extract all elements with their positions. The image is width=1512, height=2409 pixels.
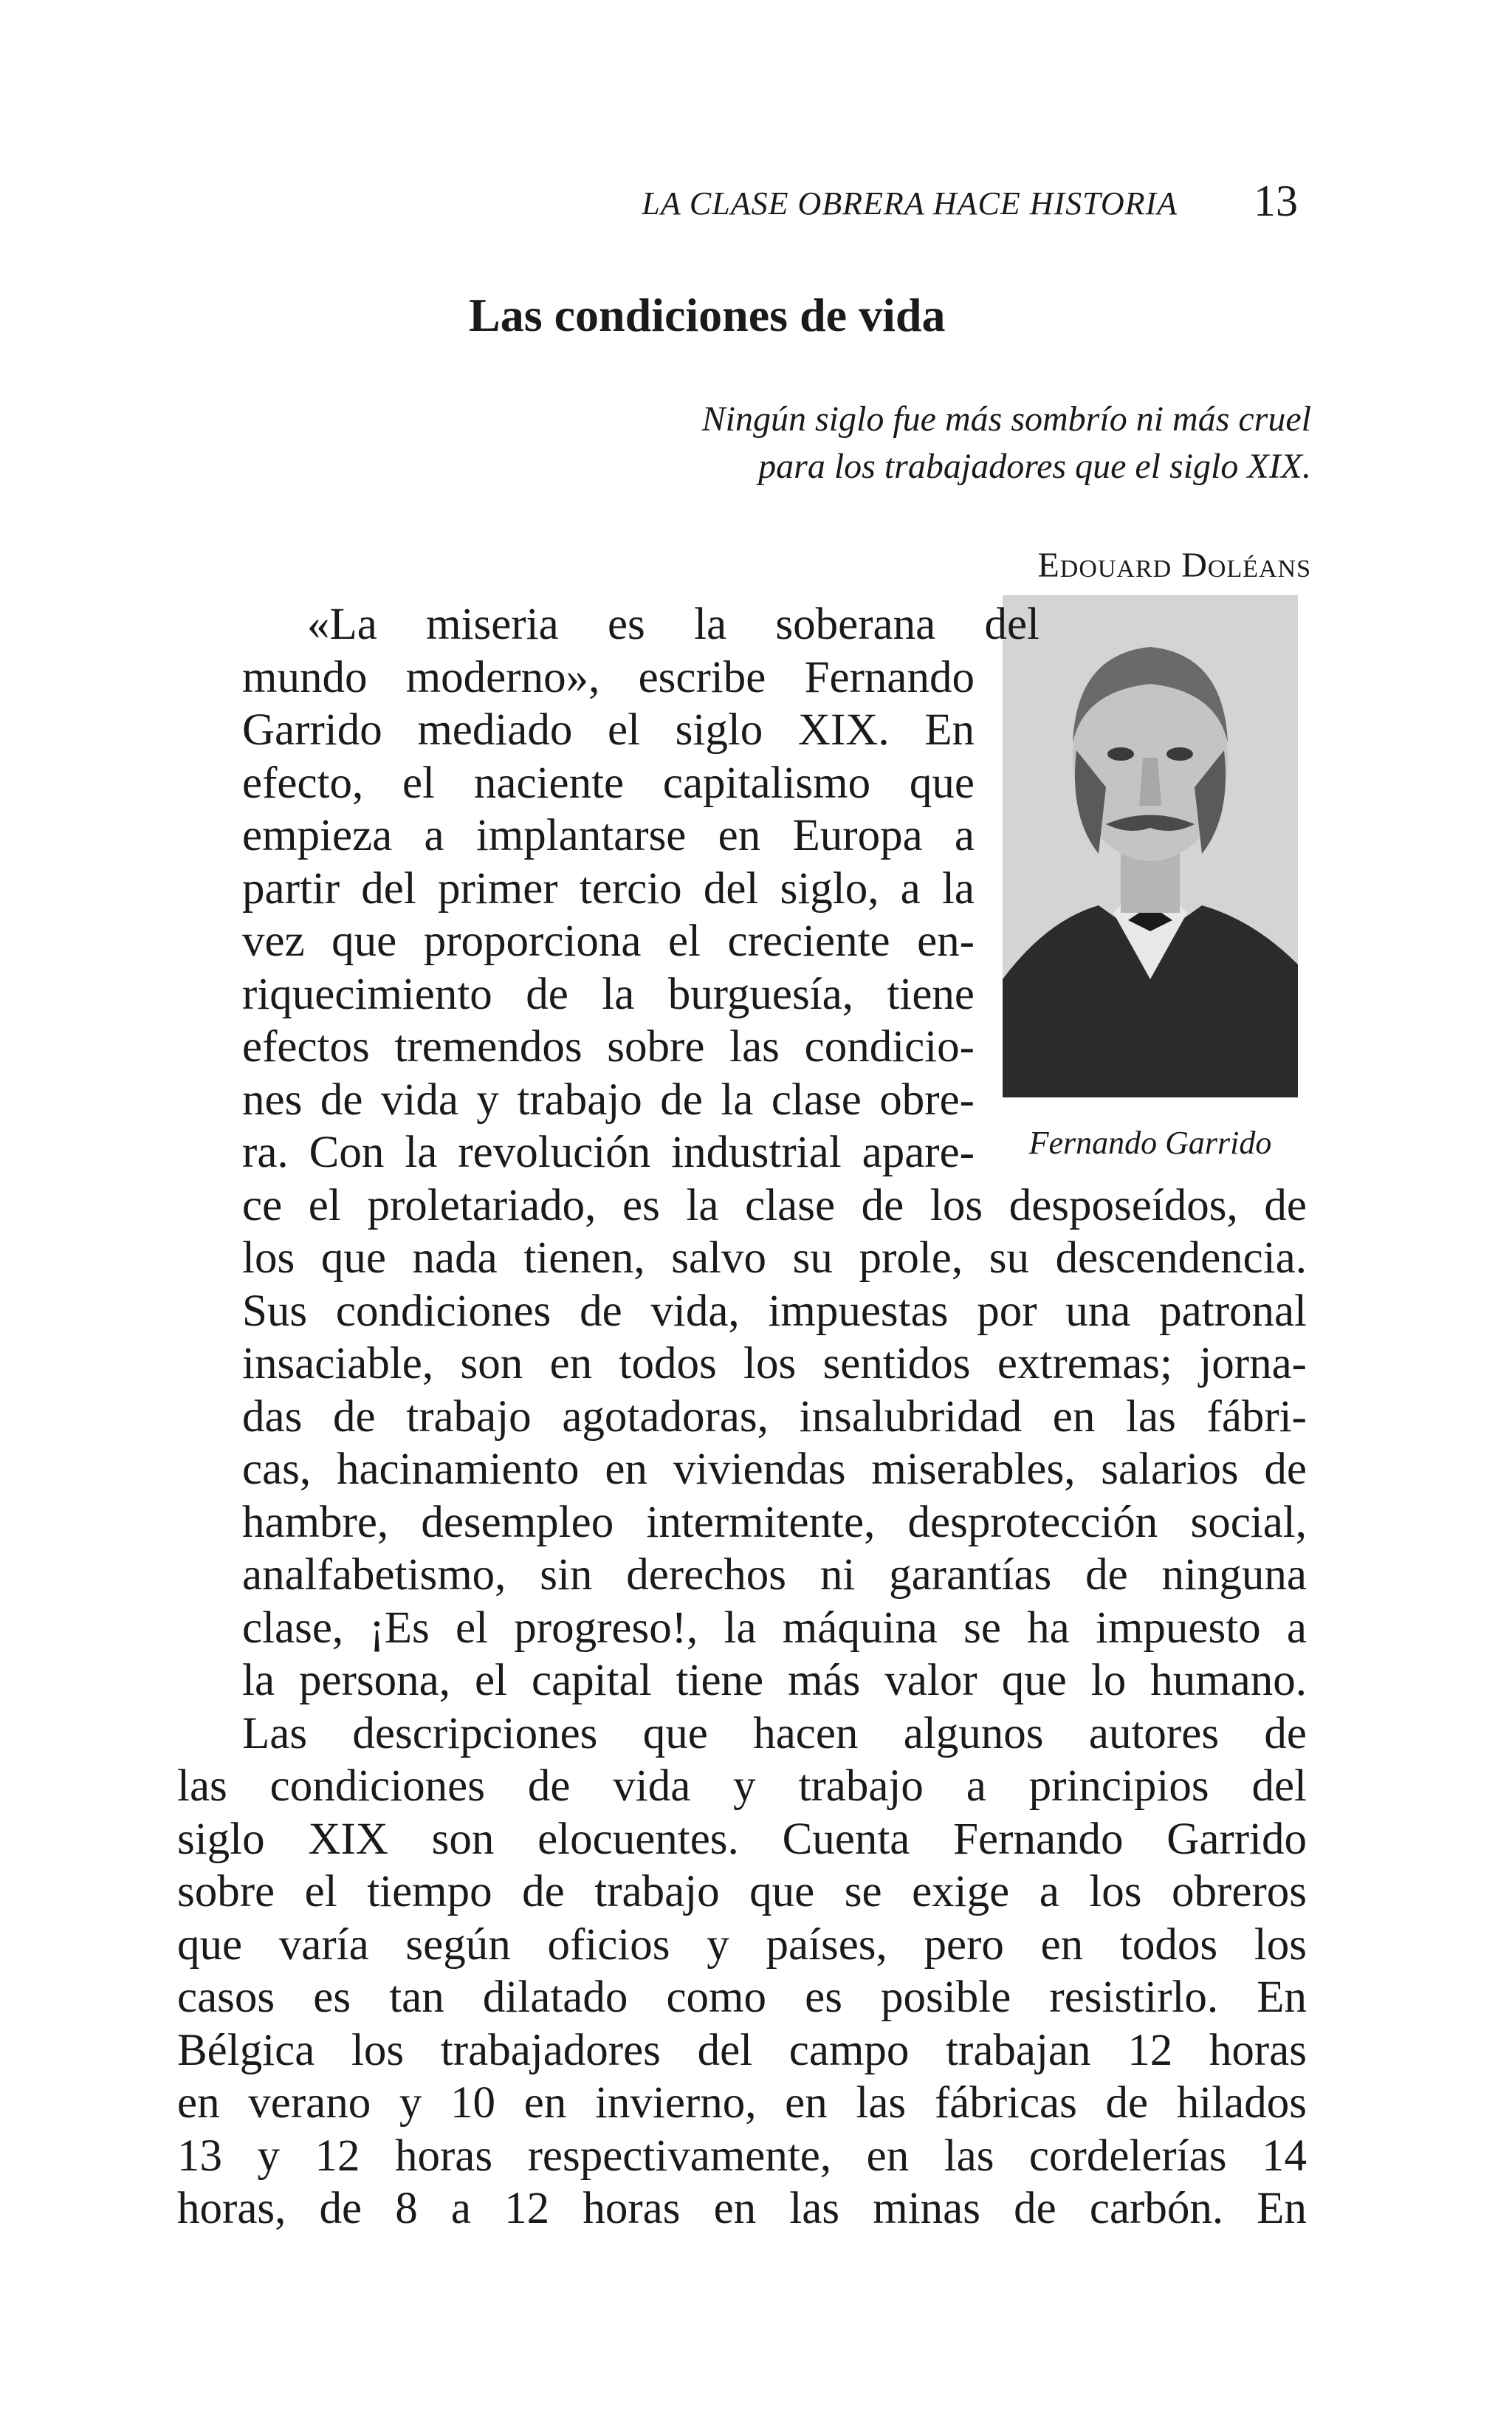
- paragraph: [177, 598, 1307, 1707]
- epigraph-line: Ningún siglo fue más sombrío ni más cruel: [701, 400, 1311, 439]
- text-line: partir del primer tercio del siglo, a la: [242, 863, 975, 914]
- text-line: Garrido mediado el siglo XIX. En: [242, 705, 975, 755]
- portrait-caption: Fernando Garrido: [1028, 1125, 1272, 1161]
- text-line: mundo moderno», escribe Fernando: [242, 652, 975, 702]
- text-line: la persona, el capital tiene más valor que lo humano.: [242, 1656, 1307, 1705]
- text-line: clase, ¡Es el progreso!, la máquina se ha impuesto a: [242, 1603, 1307, 1653]
- text-line: das de trabajo agotadoras, insalubridad en las fábri-: [242, 1391, 1307, 1442]
- text-line: sobre el tiempo de trabajo que se exige a los obreros: [177, 1867, 1307, 1916]
- text-line: efecto, el naciente capitalismo que: [242, 758, 975, 808]
- text-line: que varía según oficios y países, pero en todos los: [177, 1919, 1307, 1970]
- page-number: 13: [1254, 177, 1298, 225]
- text-line: Sus condiciones de vida, impuestas por una patronal: [242, 1286, 1307, 1336]
- text-line: cas, hacinamiento en viviendas miserables, salarios de: [242, 1445, 1307, 1494]
- epigraph-author: Edouard Doléans: [1037, 546, 1311, 585]
- body-text: [177, 598, 1307, 2235]
- text-line: vez que proporciona el creciente en-: [242, 916, 975, 966]
- text-line: los que nada tienen, salvo su prole, su descendencia.: [242, 1233, 1307, 1283]
- text-line: «La miseria es la soberana del: [307, 600, 1040, 649]
- running-title: LA CLASE OBRERA HACE HISTORIA: [642, 185, 1178, 222]
- text-line: empieza a implantarse en Europa a: [242, 811, 975, 860]
- section-title: Las condiciones de vida: [469, 289, 946, 341]
- running-head: [177, 176, 1307, 227]
- text-line: ce el proletariado, es la clase de los desposeídos, de: [242, 1180, 1307, 1230]
- text-line: horas, de 8 a 12 horas en las minas de carbón. En: [177, 2184, 1307, 2233]
- text-line: Las descripciones que hacen algunos autores de: [242, 1708, 1307, 1758]
- epigraph-line: para los trabajadores que el siglo XIX.: [758, 447, 1311, 486]
- text-line: Bélgica los trabajadores del campo trabajan 12 horas: [177, 2025, 1307, 2075]
- epigraph: [425, 396, 1311, 490]
- text-line: hambre, desempleo intermitente, desprotección social,: [242, 1497, 1307, 1547]
- text-line: nes de vida y trabajo de la clase obre-: [242, 1075, 975, 1125]
- text-line: ra. Con la revolución industrial apare-: [242, 1128, 975, 1177]
- text-line: las condiciones de vida y trabajo a principios del: [177, 1761, 1307, 1811]
- text-line: efectos tremendos sobre las condicio-: [242, 1022, 975, 1072]
- text-line: insaciable, son en todos los sentidos extremas; jorna-: [242, 1339, 1307, 1388]
- text-line: 13 y 12 horas respectivamente, en las cordelerías 14: [177, 2131, 1307, 2181]
- paragraph: [177, 1707, 1307, 2235]
- text-line: analfabetismo, sin derechos ni garantías de ninguna: [242, 1550, 1307, 1600]
- text-line: casos es tan dilatado como es posible resistirlo. En: [177, 1973, 1307, 2022]
- text-line: siglo XIX son elocuentes. Cuenta Fernando Garrido: [177, 1814, 1307, 1864]
- text-line: riquecimiento de la burguesía, tiene: [242, 969, 975, 1019]
- text-line: en verano y 10 en invierno, en las fábricas de hilados: [177, 2078, 1307, 2128]
